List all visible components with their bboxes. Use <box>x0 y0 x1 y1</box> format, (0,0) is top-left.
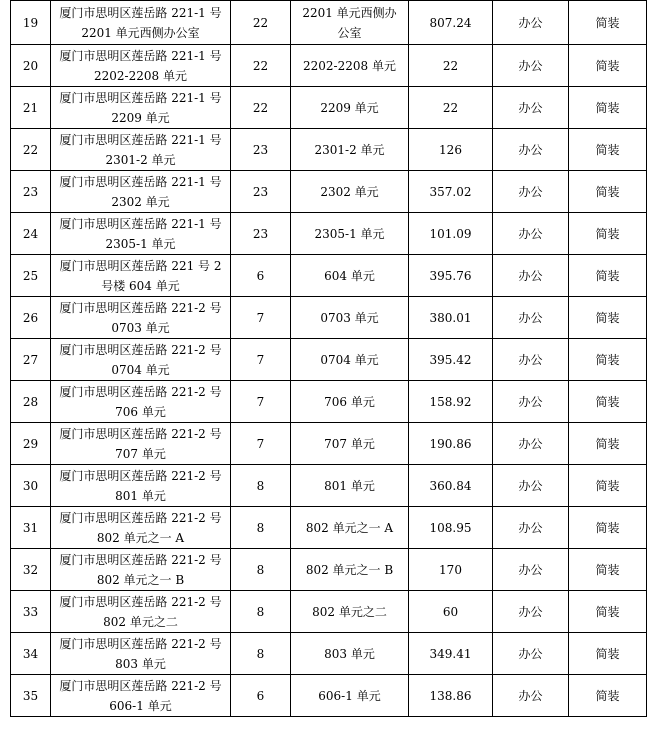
cell-area <box>409 465 493 507</box>
cell-decoration <box>569 171 647 213</box>
cell-decoration <box>569 465 647 507</box>
cell-unit <box>291 381 409 423</box>
cell-use <box>493 423 569 465</box>
cell-area <box>409 591 493 633</box>
cell-number-text: 25 <box>22 268 39 283</box>
cell-address-text: 803 单元 <box>115 656 166 671</box>
cell-address-text: 厦门市思明区莲岳路 221-1 号 <box>59 48 222 63</box>
cell-decoration <box>569 549 647 591</box>
cell-floor-text: 7 <box>256 436 265 451</box>
cell-number-text: 26 <box>22 310 39 325</box>
cell-unit <box>291 675 409 717</box>
cell-address <box>51 87 231 129</box>
cell-floor <box>231 507 291 549</box>
cell-number-text: 32 <box>22 562 39 577</box>
table-row <box>11 171 647 213</box>
cell-area-text: 395.76 <box>429 268 472 283</box>
cell-unit-text: 2305-1 单元 <box>314 226 385 241</box>
cell-address <box>51 675 231 717</box>
table-row <box>11 381 647 423</box>
cell-unit <box>291 507 409 549</box>
cell-unit-text: 801 单元 <box>324 478 375 493</box>
cell-address-text: 802 单元之一 B <box>96 572 185 587</box>
cell-address <box>51 591 231 633</box>
cell-unit <box>291 255 409 297</box>
cell-unit <box>291 423 409 465</box>
cell-address-text: 2202-2208 单元 <box>94 68 187 83</box>
cell-area-text: 357.02 <box>429 184 472 199</box>
cell-unit-text: 2209 单元 <box>320 100 379 115</box>
cell-area-text: 22 <box>442 58 459 73</box>
cell-use-text: 办公 <box>518 100 543 115</box>
cell-number-text: 24 <box>22 226 39 241</box>
table-row <box>11 297 647 339</box>
cell-decoration-text: 简装 <box>595 646 620 661</box>
cell-area <box>409 675 493 717</box>
cell-decoration-text: 简装 <box>595 436 620 451</box>
cell-address-text: 802 单元之二 <box>103 614 178 629</box>
cell-decoration-text: 简装 <box>595 478 620 493</box>
cell-use <box>493 45 569 87</box>
cell-floor-text: 23 <box>252 184 269 199</box>
cell-address-text: 厦门市思明区莲岳路 221 号 2 <box>59 258 222 273</box>
cell-floor-text: 6 <box>256 688 265 703</box>
cell-area-text: 170 <box>439 562 462 577</box>
cell-floor-text: 7 <box>256 310 265 325</box>
cell-unit-text: 802 单元之一 A <box>305 520 394 535</box>
cell-area <box>409 381 493 423</box>
cell-decoration <box>569 381 647 423</box>
cell-floor-text: 22 <box>252 15 269 30</box>
cell-floor-text: 23 <box>252 142 269 157</box>
cell-address-text: 2305-1 单元 <box>105 236 176 251</box>
cell-use <box>493 129 569 171</box>
cell-decoration-text: 简装 <box>595 352 620 367</box>
cell-area-text: 101.09 <box>429 226 472 241</box>
cell-area <box>409 213 493 255</box>
cell-area-text: 349.41 <box>429 646 472 661</box>
property-table <box>10 0 647 717</box>
cell-address <box>51 171 231 213</box>
cell-use-text: 办公 <box>518 562 543 577</box>
cell-floor <box>231 1 291 45</box>
cell-area <box>409 1 493 45</box>
cell-number <box>11 423 51 465</box>
cell-area-text: 108.95 <box>429 520 472 535</box>
cell-address-text: 厦门市思明区莲岳路 221-2 号 <box>59 300 222 315</box>
cell-use-text: 办公 <box>518 15 543 30</box>
cell-floor <box>231 213 291 255</box>
cell-use <box>493 255 569 297</box>
cell-unit <box>291 339 409 381</box>
cell-address <box>51 1 231 45</box>
table-row <box>11 87 647 129</box>
cell-floor <box>231 339 291 381</box>
cell-use-text: 办公 <box>518 646 543 661</box>
cell-decoration-text: 简装 <box>595 520 620 535</box>
cell-decoration <box>569 591 647 633</box>
cell-area <box>409 633 493 675</box>
cell-number <box>11 633 51 675</box>
cell-use-text: 办公 <box>518 310 543 325</box>
cell-floor <box>231 129 291 171</box>
cell-decoration-text: 简装 <box>595 394 620 409</box>
cell-decoration-text: 简装 <box>595 604 620 619</box>
cell-address <box>51 549 231 591</box>
cell-area <box>409 45 493 87</box>
cell-floor <box>231 297 291 339</box>
cell-floor-text: 22 <box>252 100 269 115</box>
cell-area <box>409 255 493 297</box>
cell-decoration-text: 简装 <box>595 562 620 577</box>
cell-area-text: 807.24 <box>429 15 472 30</box>
cell-use-text: 办公 <box>518 688 543 703</box>
cell-address-text: 厦门市思明区莲岳路 221-2 号 <box>59 510 222 525</box>
cell-number <box>11 507 51 549</box>
cell-number-text: 29 <box>22 436 39 451</box>
cell-number <box>11 549 51 591</box>
cell-number <box>11 339 51 381</box>
cell-address-text: 801 单元 <box>115 488 166 503</box>
cell-floor <box>231 171 291 213</box>
cell-decoration-text: 简装 <box>595 184 620 199</box>
cell-floor <box>231 465 291 507</box>
cell-address-text: 厦门市思明区莲岳路 221-2 号 <box>59 636 222 651</box>
table-row <box>11 675 647 717</box>
cell-use <box>493 633 569 675</box>
cell-floor-text: 8 <box>256 478 265 493</box>
cell-floor <box>231 549 291 591</box>
cell-decoration <box>569 339 647 381</box>
cell-area-text: 158.92 <box>429 394 472 409</box>
cell-decoration <box>569 45 647 87</box>
cell-decoration-text: 简装 <box>595 15 620 30</box>
cell-number-text: 28 <box>22 394 39 409</box>
cell-floor <box>231 87 291 129</box>
cell-use-text: 办公 <box>518 478 543 493</box>
cell-use-text: 办公 <box>518 184 543 199</box>
cell-unit-text: 2202-2208 单元 <box>303 58 396 73</box>
cell-decoration-text: 简装 <box>595 310 620 325</box>
cell-number <box>11 1 51 45</box>
cell-address <box>51 423 231 465</box>
cell-area <box>409 171 493 213</box>
cell-unit-text: 2301-2 单元 <box>314 142 385 157</box>
cell-number <box>11 87 51 129</box>
cell-area-text: 126 <box>439 142 462 157</box>
cell-use-text: 办公 <box>518 226 543 241</box>
cell-use-text: 办公 <box>518 520 543 535</box>
cell-number-text: 33 <box>22 604 39 619</box>
cell-number <box>11 213 51 255</box>
cell-use-text: 办公 <box>518 268 543 283</box>
cell-decoration-text: 简装 <box>595 58 620 73</box>
table-body <box>11 1 647 717</box>
cell-address-text: 号楼 604 单元 <box>101 278 180 293</box>
table-row <box>11 633 647 675</box>
cell-unit <box>291 87 409 129</box>
cell-decoration <box>569 423 647 465</box>
cell-unit <box>291 45 409 87</box>
table-row <box>11 1 647 45</box>
cell-unit <box>291 1 409 45</box>
cell-decoration <box>569 255 647 297</box>
cell-unit <box>291 549 409 591</box>
cell-use-text: 办公 <box>518 142 543 157</box>
cell-floor <box>231 675 291 717</box>
cell-floor <box>231 633 291 675</box>
cell-decoration-text: 简装 <box>595 226 620 241</box>
cell-address <box>51 213 231 255</box>
cell-number <box>11 381 51 423</box>
cell-number-text: 34 <box>22 646 39 661</box>
cell-use <box>493 675 569 717</box>
cell-area <box>409 339 493 381</box>
cell-decoration <box>569 87 647 129</box>
cell-address-text: 802 单元之一 A <box>96 530 185 545</box>
cell-unit <box>291 633 409 675</box>
cell-use <box>493 297 569 339</box>
cell-number-text: 20 <box>22 58 39 73</box>
table-row <box>11 213 647 255</box>
cell-number-text: 35 <box>22 688 39 703</box>
cell-decoration <box>569 675 647 717</box>
cell-area <box>409 129 493 171</box>
cell-unit-text: 606-1 单元 <box>318 688 381 703</box>
table-row <box>11 549 647 591</box>
cell-unit <box>291 129 409 171</box>
cell-number-text: 27 <box>22 352 39 367</box>
cell-floor-text: 22 <box>252 58 269 73</box>
cell-decoration <box>569 213 647 255</box>
cell-use <box>493 465 569 507</box>
cell-unit-text: 802 单元之二 <box>312 604 387 619</box>
cell-floor-text: 8 <box>256 520 265 535</box>
cell-address <box>51 633 231 675</box>
cell-unit <box>291 591 409 633</box>
cell-number <box>11 255 51 297</box>
cell-address-text: 606-1 单元 <box>109 698 172 713</box>
cell-address-text: 厦门市思明区莲岳路 221-1 号 <box>59 216 222 231</box>
cell-decoration <box>569 297 647 339</box>
cell-unit-text: 706 单元 <box>324 394 375 409</box>
cell-area <box>409 297 493 339</box>
cell-unit-text: 2201 单元西侧办 <box>302 5 397 20</box>
cell-address-text: 2209 单元 <box>111 110 170 125</box>
cell-number-text: 19 <box>22 15 39 30</box>
cell-use-text: 办公 <box>518 436 543 451</box>
cell-floor-text: 23 <box>252 226 269 241</box>
cell-area-text: 380.01 <box>429 310 472 325</box>
cell-decoration <box>569 1 647 45</box>
cell-floor <box>231 45 291 87</box>
cell-floor <box>231 381 291 423</box>
cell-use <box>493 339 569 381</box>
cell-decoration <box>569 129 647 171</box>
cell-decoration-text: 简装 <box>595 268 620 283</box>
cell-address-text: 厦门市思明区莲岳路 221-2 号 <box>59 468 222 483</box>
cell-decoration-text: 简装 <box>595 142 620 157</box>
cell-use-text: 办公 <box>518 604 543 619</box>
cell-address-text: 厦门市思明区莲岳路 221-1 号 <box>59 90 222 105</box>
cell-address-text: 2302 单元 <box>111 194 170 209</box>
table-row <box>11 129 647 171</box>
cell-use-text: 办公 <box>518 58 543 73</box>
cell-unit <box>291 213 409 255</box>
cell-address <box>51 465 231 507</box>
cell-unit <box>291 171 409 213</box>
cell-number-text: 31 <box>22 520 39 535</box>
cell-floor <box>231 423 291 465</box>
cell-number <box>11 591 51 633</box>
cell-number-text: 23 <box>22 184 39 199</box>
cell-unit <box>291 465 409 507</box>
cell-address-text: 706 单元 <box>115 404 166 419</box>
cell-area <box>409 549 493 591</box>
cell-address-text: 厦门市思明区莲岳路 221-2 号 <box>59 594 222 609</box>
cell-decoration-text: 简装 <box>595 688 620 703</box>
cell-unit-text: 2302 单元 <box>320 184 379 199</box>
cell-use <box>493 87 569 129</box>
cell-decoration <box>569 507 647 549</box>
table-row <box>11 591 647 633</box>
cell-unit-text: 803 单元 <box>324 646 375 661</box>
cell-number <box>11 465 51 507</box>
cell-area <box>409 87 493 129</box>
cell-use-text: 办公 <box>518 352 543 367</box>
cell-area-text: 360.84 <box>429 478 472 493</box>
cell-address <box>51 255 231 297</box>
cell-address-text: 厦门市思明区莲岳路 221-2 号 <box>59 384 222 399</box>
cell-address-text: 2301-2 单元 <box>105 152 176 167</box>
cell-address <box>51 339 231 381</box>
cell-address-text: 厦门市思明区莲岳路 221-1 号 <box>59 5 222 20</box>
cell-address-text: 0704 单元 <box>111 362 170 377</box>
cell-area-text: 22 <box>442 100 459 115</box>
cell-use <box>493 549 569 591</box>
table-row <box>11 507 647 549</box>
cell-use <box>493 591 569 633</box>
cell-address-text: 厦门市思明区莲岳路 221-1 号 <box>59 174 222 189</box>
cell-floor-text: 7 <box>256 394 265 409</box>
cell-unit-text: 公室 <box>337 25 362 40</box>
cell-floor <box>231 591 291 633</box>
cell-area-text: 190.86 <box>429 436 472 451</box>
cell-number <box>11 675 51 717</box>
cell-address-text: 2201 单元西侧办公室 <box>81 25 200 40</box>
cell-address-text: 厦门市思明区莲岳路 221-2 号 <box>59 426 222 441</box>
cell-number <box>11 171 51 213</box>
cell-floor-text: 6 <box>256 268 265 283</box>
cell-address-text: 厦门市思明区莲岳路 221-2 号 <box>59 678 222 693</box>
cell-address-text: 厦门市思明区莲岳路 221-2 号 <box>59 552 222 567</box>
cell-number <box>11 129 51 171</box>
cell-area <box>409 507 493 549</box>
cell-unit <box>291 297 409 339</box>
cell-decoration-text: 简装 <box>595 100 620 115</box>
table-row <box>11 465 647 507</box>
cell-unit-text: 707 单元 <box>324 436 375 451</box>
cell-number-text: 30 <box>22 478 39 493</box>
cell-address <box>51 45 231 87</box>
table-row <box>11 255 647 297</box>
cell-number <box>11 45 51 87</box>
cell-address-text: 707 单元 <box>115 446 166 461</box>
cell-address <box>51 381 231 423</box>
cell-address-text: 厦门市思明区莲岳路 221-2 号 <box>59 342 222 357</box>
cell-address-text: 0703 单元 <box>111 320 170 335</box>
cell-floor-text: 8 <box>256 646 265 661</box>
cell-use <box>493 213 569 255</box>
cell-use <box>493 381 569 423</box>
cell-floor-text: 8 <box>256 562 265 577</box>
cell-unit-text: 802 单元之一 B <box>305 562 394 577</box>
cell-unit-text: 0703 单元 <box>320 310 379 325</box>
cell-floor-text: 8 <box>256 604 265 619</box>
cell-address <box>51 507 231 549</box>
cell-decoration <box>569 633 647 675</box>
cell-unit-text: 604 单元 <box>324 268 375 283</box>
table-row <box>11 45 647 87</box>
cell-area-text: 138.86 <box>429 688 472 703</box>
cell-unit-text: 0704 单元 <box>320 352 379 367</box>
cell-address-text: 厦门市思明区莲岳路 221-1 号 <box>59 132 222 147</box>
cell-floor <box>231 255 291 297</box>
cell-area-text: 60 <box>442 604 459 619</box>
table-row <box>11 423 647 465</box>
cell-area-text: 395.42 <box>429 352 472 367</box>
cell-floor-text: 7 <box>256 352 265 367</box>
cell-number-text: 22 <box>22 142 39 157</box>
cell-use <box>493 507 569 549</box>
table-row <box>11 339 647 381</box>
cell-number-text: 21 <box>22 100 39 115</box>
cell-address <box>51 129 231 171</box>
cell-address <box>51 297 231 339</box>
cell-number <box>11 297 51 339</box>
cell-use <box>493 171 569 213</box>
cell-use <box>493 1 569 45</box>
cell-area <box>409 423 493 465</box>
cell-use-text: 办公 <box>518 394 543 409</box>
